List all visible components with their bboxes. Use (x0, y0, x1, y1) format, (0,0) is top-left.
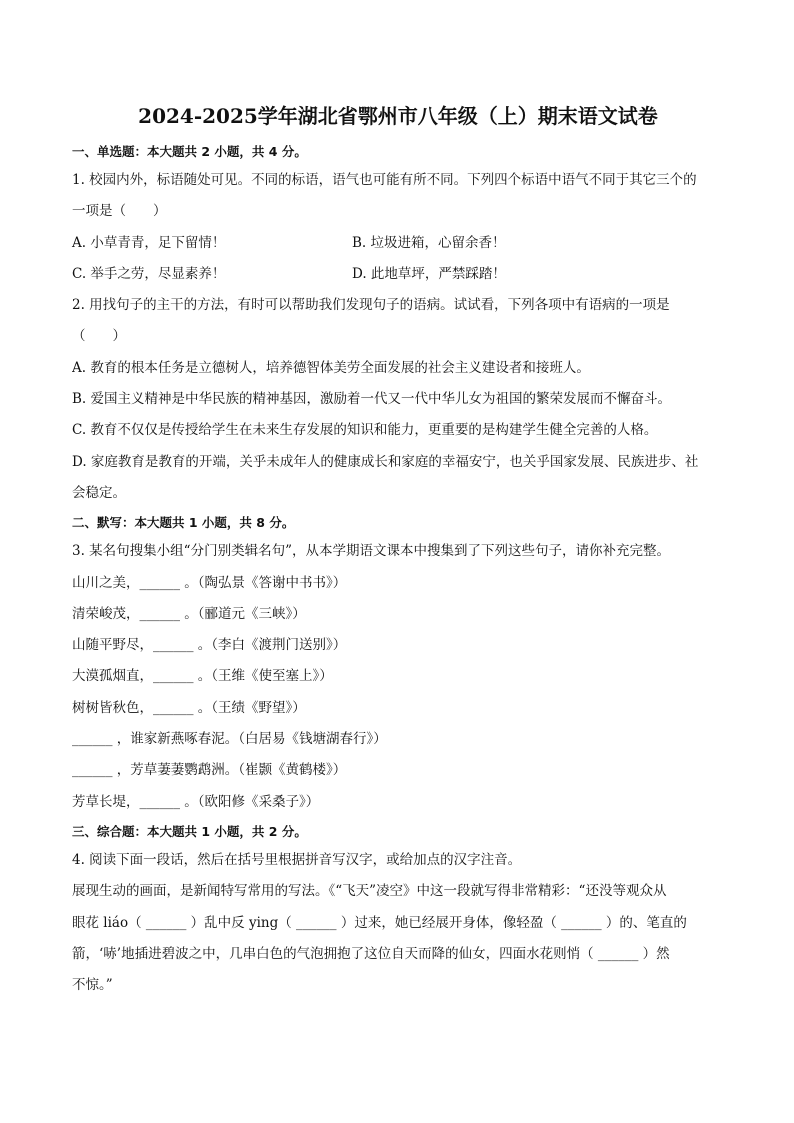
q2-stem: 2. 用找句子的主干的方法，有时可以帮助我们发现句子的语病。试试看，下列各项中有语病的一项是 (72, 297, 670, 314)
q2-option-d: D. 家庭教育是教育的开端，关乎未成年人的健康成长和家庭的幸福安宁，也关乎国家发展、民族进步、社 (72, 453, 699, 470)
section-desc: 本大题共 1 小题，共 2 分。 (147, 823, 307, 839)
q4-text: 箭，‘哧’地插进碧波之中，几串白色的气泡拥抱了这位自天而降的仙女，四面水花则悄（ ______ ）然 (72, 945, 670, 962)
section-number: 一、单选题： (72, 144, 148, 159)
section-number: 二、默写： (72, 515, 135, 531)
q1-option-a: A. 小草青青，足下留情！ (72, 234, 226, 251)
q3-stem: 3. 某名句搜集小组“分门别类辑名句”，从本学期语文课本中搜集到了下列这些句子，请你补充完整。 (72, 543, 670, 560)
section-heading-dictation (72, 509, 724, 536)
exam-title: 2024-2025学年湖北省鄂州市八年级（上）期末语文试卷 (138, 104, 658, 128)
q4-text: 眼花 liáo（ ______ ）乱中反 ying（ ______ ）过来，她已经展开身体，像轻盈（ ______ ）的、笔直的 (72, 914, 687, 931)
q4-text: 展现生动的画面，是新闻特写常用的写法。《“飞天”凌空》中这一段就写得非常精彩：“还没等观众从 (72, 883, 667, 900)
q1-option-d: D. 此地草坪，严禁踩踏！ (352, 265, 506, 282)
q1-option-b: B. 垃圾进箱，心留余香！ (352, 234, 506, 251)
q1-stem: 1. 校园内外，标语随处可见。不同的标语，语气也可能有所不同。下列四个标语中语气不同于其它三个的 (72, 172, 697, 188)
exam-page (72, 100, 724, 1001)
q3-line: 清荣峻茂，______ 。（郦道元《三峡》） (72, 605, 306, 622)
q1-options-row-1 (72, 228, 724, 259)
q2-option-a: A. 教育的根本任务是立德树人，培养德智体美劳全面发展的社会主义建设者和接班人。 (72, 359, 590, 376)
section-desc: 本大题共 2 小题，共 4 分。 (147, 144, 307, 159)
q3-line: ______ ，芳草萋萋鹦鹉洲。（崔颢《黄鹤楼》） (72, 762, 347, 779)
q3-line: 山川之美，______ 。（陶弘景《答谢中书书》） (72, 574, 347, 591)
q2-option-b: B. 爱国主义精神是中华民族的精神基因，激励着一代又一代中华儿女为祖国的繁荣发展而不懈奋斗。 (72, 391, 672, 408)
q1-option-c: C. 举手之劳，尽显素养！ (72, 265, 226, 282)
q4-text: 不惊。” (72, 977, 113, 994)
q3-line: 大漠孤烟直，______ 。（王维《使至塞上》） (72, 668, 333, 685)
q3-line: 芳草长堤，______ 。（欧阳修《采桑子》） (72, 793, 320, 810)
q2-option-c: C. 教育不仅仅是传授给学生在未来生存发展的知识和能力，更重要的是构建学生健全完善的人格。 (72, 422, 658, 439)
section-number: 三、综合题： (72, 823, 148, 839)
section-desc: 本大题共 1 小题，共 8 分。 (134, 515, 295, 531)
section-heading-comprehensive (72, 818, 724, 845)
q3-line: 树树皆秋色，______ 。（王绩《野望》） (72, 699, 306, 716)
section-heading-single-choice (72, 138, 724, 165)
q4-stem: 4. 阅读下面一段话，然后在括号里根据拼音写汉字，或给加点的汉字注音。 (72, 851, 522, 868)
q2-stem-cont: （ ） (72, 328, 126, 345)
q2-option-d-cont: 会稳定。 (72, 484, 126, 501)
q1-options-row-2 (72, 259, 724, 290)
q1-stem-cont: 一项是（ ） (72, 203, 167, 220)
q3-line: ______ ，谁家新燕啄春泥。（白居易《钱塘湖春行》） (72, 731, 387, 748)
q3-line: 山随平野尽，______ 。（李白《渡荆门送别》） (72, 637, 347, 654)
